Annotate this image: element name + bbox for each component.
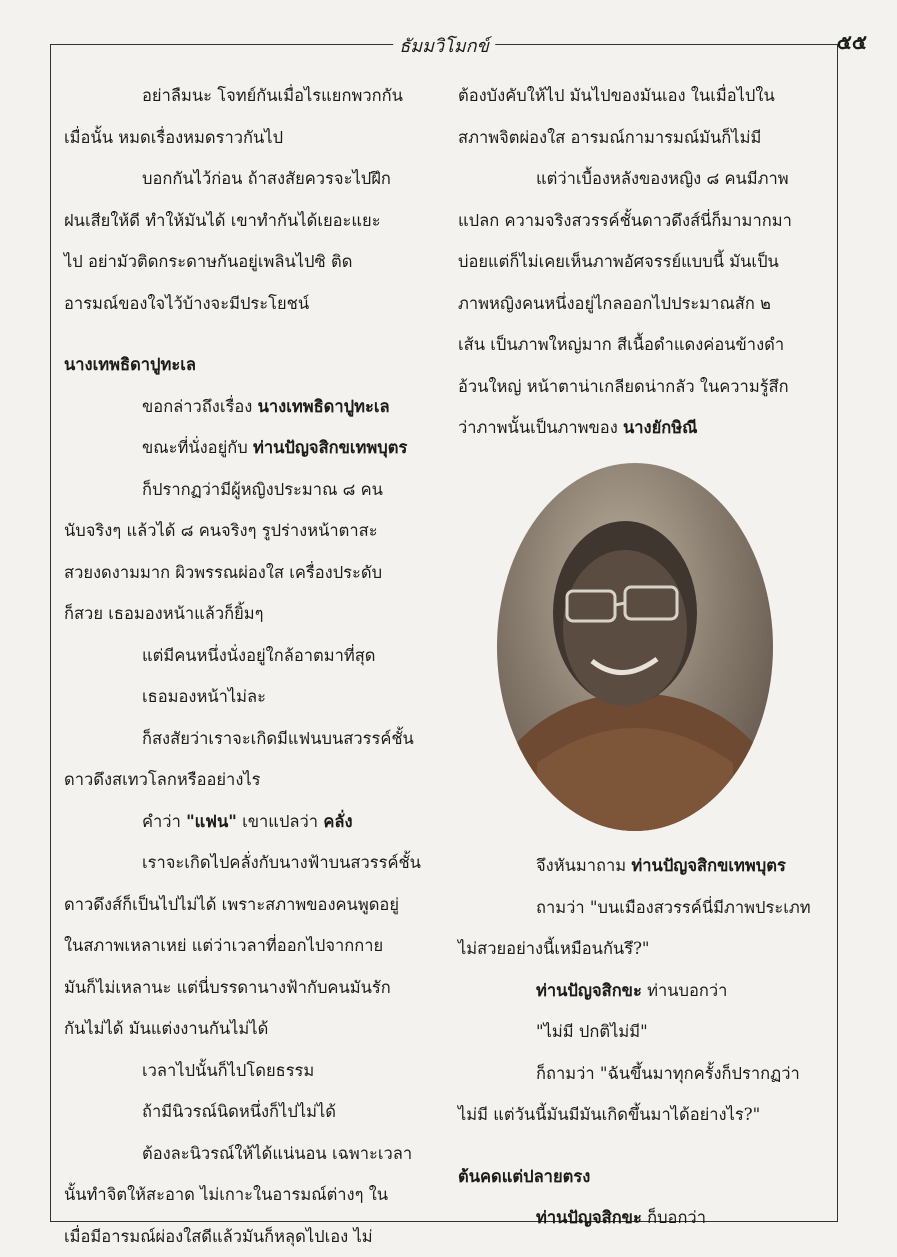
text: เขาแปลว่า bbox=[237, 812, 323, 831]
paragraph: "ไม่มี ปกติไม่มี" bbox=[458, 1011, 820, 1053]
left-column bbox=[64, 75, 434, 1257]
bold-text: ท่านปัญจสิกขะ bbox=[536, 981, 642, 1000]
paragraph: ก็สงสัยว่าเราจะเกิดมีแฟนบนสวรรค์ชั้น bbox=[64, 718, 434, 760]
paragraph bbox=[64, 801, 434, 843]
paragraph: ดาวดึงส์ก็เป็นไปไม่ได้ เพราะสภาพของคนพูดอยู่ bbox=[64, 884, 434, 926]
paragraph: อารมณ์ของใจไว้บ้างจะมีประโยชน์ bbox=[64, 283, 434, 325]
paragraph: แต่ว่าเบื้องหลังของหญิง ๘ คนมีภาพ bbox=[458, 158, 820, 200]
paragraph: ก็ถามว่า "ฉันขึ้นมาทุกครั้งก็ปรากฏว่า bbox=[458, 1053, 820, 1095]
paragraph: ในสภาพเหลาเหย่ แต่ว่าเวลาที่ออกไปจากกาย bbox=[64, 925, 434, 967]
text: จึงหันมาถาม bbox=[536, 856, 631, 875]
paragraph: มันก็ไม่เหลานะ แต่นี่บรรดานางฟ้ากับคนมันรัก bbox=[64, 967, 434, 1009]
paragraph: ก็สวย เธอมองหน้าแล้วก็ยิ้มๆ bbox=[64, 593, 434, 635]
monk-portrait-photo bbox=[497, 463, 773, 831]
paragraph: เธอมองหน้าไม่ละ bbox=[64, 676, 434, 718]
bold-text: นางยักษิณี bbox=[623, 418, 697, 437]
right-column-lower bbox=[458, 845, 820, 1239]
paragraph: ต้องบังคับให้ไป มันไปของมันเอง ในเมื่อไปใน bbox=[458, 75, 820, 117]
paragraph: ถามว่า "บนเมืองสวรรค์นี่มีภาพประเภท bbox=[458, 887, 820, 929]
paragraph: เวลาไปนั้นก็ไปโดยธรรม bbox=[64, 1050, 434, 1092]
paragraph bbox=[458, 970, 820, 1012]
paragraph: แปลก ความจริงสวรรค์ชั้นดาวดึงส์นี่ก็มามากมา bbox=[458, 200, 820, 242]
text: ท่านบอกว่า bbox=[642, 981, 728, 1000]
paragraph: ไม่สวยอย่างนี้เหมือนกันรึ?" bbox=[458, 928, 820, 970]
page-number: ๕๕ bbox=[837, 26, 867, 58]
paragraph: นั้นทำจิตให้สะอาด ไม่เกาะในอารมณ์ต่างๆ ใน bbox=[64, 1174, 434, 1216]
paragraph: สภาพจิตผ่องใส อารมณ์กามารมณ์มันก็ไม่มี bbox=[458, 117, 820, 159]
bold-text: "แฟน" bbox=[186, 812, 237, 831]
paragraph: ก็ปรากฏว่ามีผู้หญิงประมาณ ๘ คน bbox=[64, 469, 434, 511]
paragraph: ไม่มี แต่วันนี้มันมีมันเกิดขึ้นมาได้อย่างไร?" bbox=[458, 1094, 820, 1136]
paragraph bbox=[458, 1197, 820, 1239]
paragraph bbox=[64, 427, 434, 469]
paragraph: กันไม่ได้ มันแต่งงานกันไม่ได้ bbox=[64, 1008, 434, 1050]
paragraph: นับจริงๆ แล้วได้ ๘ คนจริงๆ รูปร่างหน้าตาสะ bbox=[64, 510, 434, 552]
paragraph: เส้น เป็นภาพใหญ่มาก สีเนื้อดำแดงค่อนข้างดำ bbox=[458, 324, 820, 366]
paragraph: เมื่อนั้น หมดเรื่องหมดราวกันไป bbox=[64, 117, 434, 159]
paragraph: อ้วนใหญ่ หน้าตาน่าเกลียดน่ากลัว ในความรู้สึก bbox=[458, 366, 820, 408]
text: ขณะที่นั่งอยู่กับ bbox=[142, 438, 253, 457]
header-title: ธัมมวิโมกข์ bbox=[393, 31, 495, 60]
text: คำว่า bbox=[142, 812, 186, 831]
text: ก็บอกว่า bbox=[642, 1208, 706, 1227]
paragraph: ถ้ามีนิวรณ์นิดหนึ่งก็ไปไม่ได้ bbox=[64, 1091, 434, 1133]
paragraph: ฝนเสียให้ดี ทำให้มันได้ เขาทำกันได้เยอะแยะ bbox=[64, 200, 434, 242]
paragraph: แต่มีคนหนึ่งนั่งอยู่ใกล้อาตมาที่สุด bbox=[64, 635, 434, 677]
text: ขอกล่าวถึงเรื่อง bbox=[142, 397, 258, 416]
paragraph: บ่อยแต่ก็ไม่เคยเห็นภาพอัศจรรย์แบบนี้ มันเป็น bbox=[458, 241, 820, 283]
bold-text: นางเทพธิดาปูทะเล bbox=[258, 397, 390, 416]
bold-text: ท่านปัญจสิกขะ bbox=[536, 1208, 642, 1227]
paragraph: เราจะเกิดไปคลั่งกับนางฟ้าบนสวรรค์ชั้น bbox=[64, 842, 434, 884]
right-column-upper bbox=[458, 75, 820, 449]
paragraph: ดาวดึงสเทวโลกหรืออย่างไร bbox=[64, 759, 434, 801]
page-frame bbox=[50, 44, 838, 1222]
section-heading: ต้นคดแต่ปลายตรง bbox=[458, 1156, 820, 1198]
bold-text: คลั่ง bbox=[323, 812, 352, 831]
paragraph bbox=[458, 845, 820, 887]
paragraph: อย่าลืมนะ โจทย์กันเมื่อไรแยกพวกกัน bbox=[64, 75, 434, 117]
paragraph bbox=[458, 407, 820, 449]
paragraph: สวยงดงามมาก ผิวพรรณผ่องใส เครื่องประดับ bbox=[64, 552, 434, 594]
paragraph bbox=[64, 386, 434, 428]
section-heading: นางเทพธิดาปูทะเล bbox=[64, 344, 434, 386]
paragraph: ภาพหญิงคนหนึ่งอยู่ไกลออกไปประมาณสัก ๒ bbox=[458, 283, 820, 325]
bold-text: ท่านปัญจสิกขเทพบุตร bbox=[253, 438, 407, 457]
paragraph: เมื่อมีอารมณ์ผ่องใสดีแล้วมันก็หลุดไปเอง ไม่ bbox=[64, 1216, 434, 1257]
text: ว่าภาพนั้นเป็นภาพของ bbox=[458, 418, 623, 437]
paragraph: บอกกันไว้ก่อน ถ้าสงสัยควรจะไปฝึก bbox=[64, 158, 434, 200]
paragraph: ไป อย่ามัวติดกระดาษกันอยู่เพลินไปซิ ติด bbox=[64, 241, 434, 283]
paragraph: ต้องละนิวรณ์ให้ได้แน่นอน เฉพาะเวลา bbox=[64, 1133, 434, 1175]
bold-text: ท่านปัญจสิกขเทพบุตร bbox=[631, 856, 785, 875]
